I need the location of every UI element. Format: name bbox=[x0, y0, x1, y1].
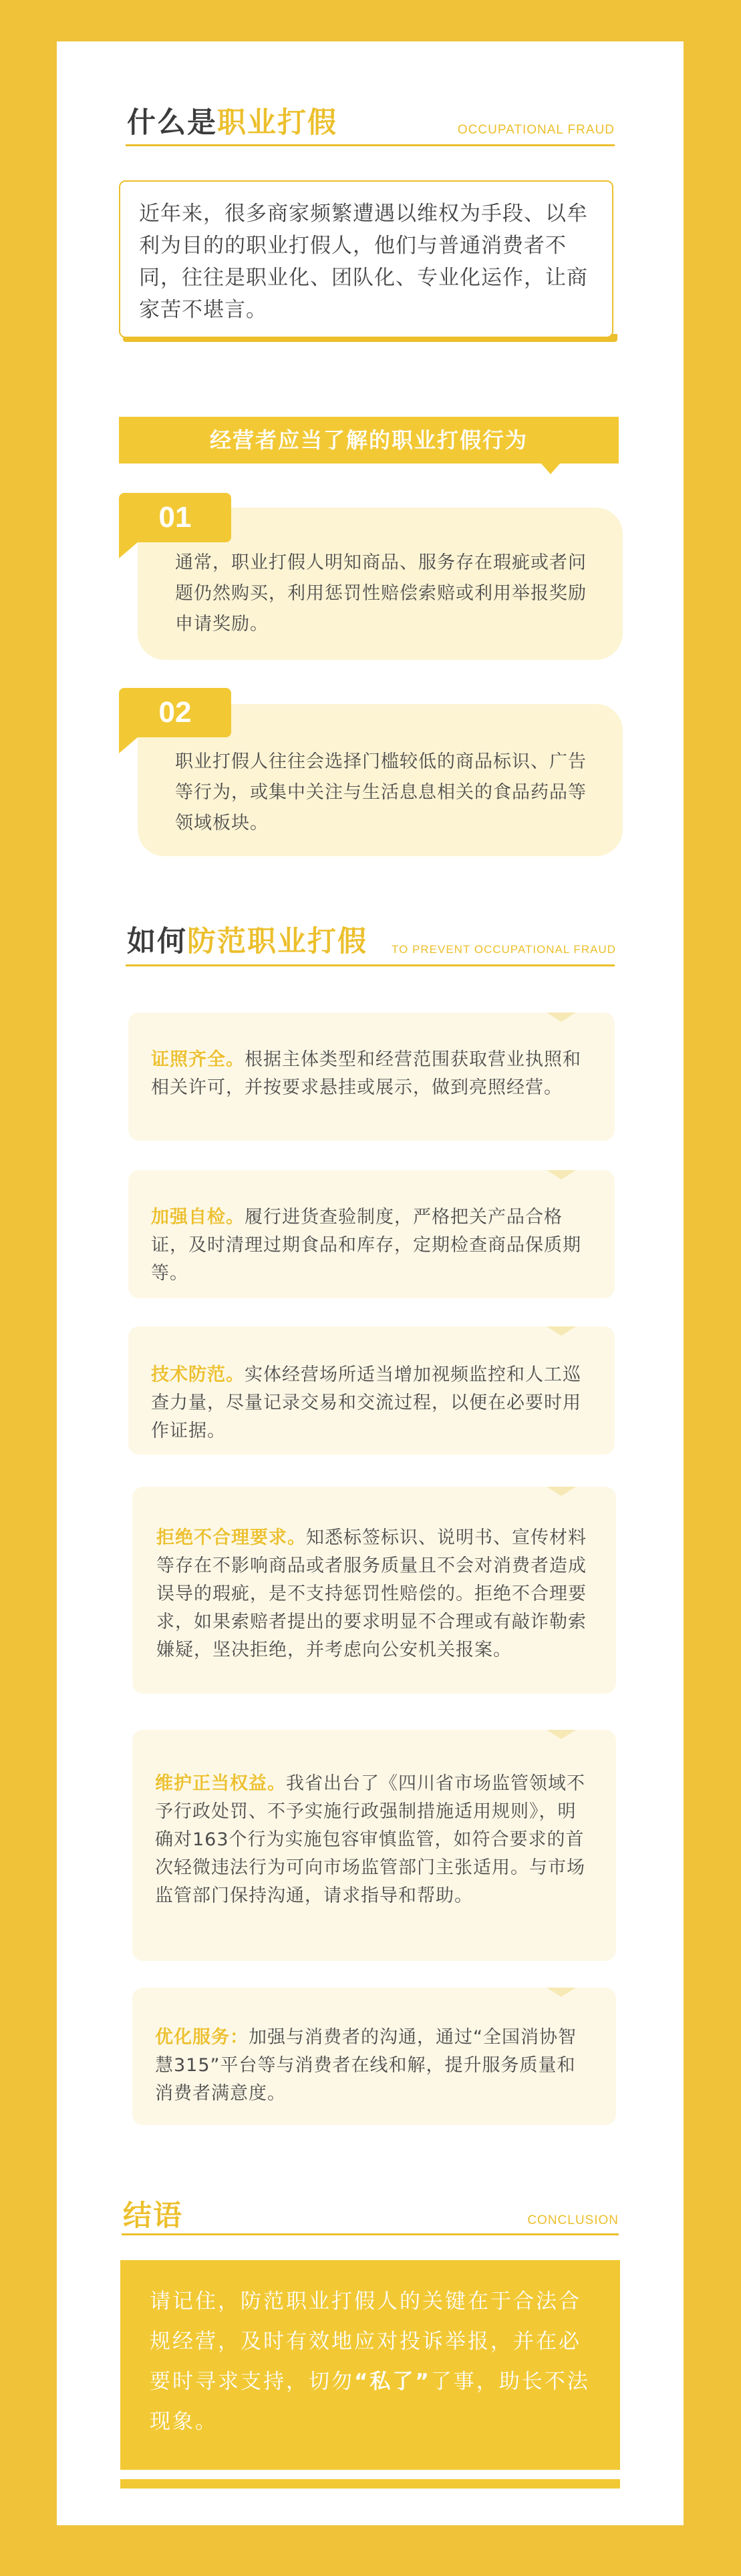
section-title-prevent bbox=[127, 919, 367, 960]
behavior-text: 职业打假人往往会选择门槛较低的商品标识、广告等行为，或集中关注与生活息息相关的食品药品等领域板块。 bbox=[175, 751, 587, 834]
section-divider bbox=[122, 2233, 619, 2235]
tip-keyword: 技术防范。 bbox=[151, 1364, 245, 1385]
title-dark-part: 什么是 bbox=[127, 106, 217, 140]
tip-box bbox=[132, 1487, 616, 1694]
conclusion-bottom-bar bbox=[120, 2479, 620, 2489]
title-highlight-part: 职业打假 bbox=[217, 106, 337, 140]
tip-body: 知悉标签标识、说明书、宣传材料等存在不影响商品或者服务质量且不会对消费者造成误导的瑕疵，是不支持惩罚性赔偿的。拒绝不合理要求，如果索赔者提出的要求明显不合理或有敲诈勒索嫌疑，坚决拒绝，并考虑向公安机关报案。 bbox=[156, 1527, 587, 1660]
section-subtitle-en: CONCLUSION bbox=[527, 2213, 619, 2227]
tip-box bbox=[128, 1170, 615, 1298]
tip-keyword: 加强自检。 bbox=[151, 1207, 245, 1228]
behavior-text: 通常，职业打假人明知商品、服务存在瑕疵或者问题仍然购买，利用惩罚性赔偿索赔或利用举报奖励申请奖励。 bbox=[175, 552, 587, 634]
tip-notch bbox=[547, 1170, 576, 1179]
tip-box bbox=[132, 1730, 616, 1961]
badge-tail bbox=[119, 542, 138, 558]
tip-text bbox=[155, 2024, 589, 2108]
section-divider bbox=[126, 144, 615, 146]
tip-text bbox=[151, 1204, 592, 1288]
tip-text bbox=[151, 1361, 592, 1445]
section-divider bbox=[126, 964, 615, 966]
conclusion-text bbox=[150, 2281, 591, 2442]
tip-notch bbox=[547, 1730, 576, 1739]
conclusion-emphasis: “私了” bbox=[354, 2370, 431, 2394]
conclusion-text-part: 请记住，防范职业打假人的关键在于合法合规经营，及时有效地应对投诉举报，并在必要时寻求支持，切勿 bbox=[150, 2289, 581, 2394]
tip-body: 我省出台了《四川省市场监管领域不予行政处罚、不予实施行政强制措施适用规则》，明确对163个行为实施包容审慎监管，如符合要求的首次轻微违法行为可向市场监管部门主张适用。与市场监管部门保持沟通，请求指导和帮助。 bbox=[155, 1773, 585, 1906]
tip-text bbox=[156, 1524, 591, 1664]
conclusion-text-part: 了事，助长不法现象。 bbox=[150, 2370, 590, 2434]
tip-keyword: 维护正当权益。 bbox=[155, 1773, 286, 1794]
tip-text bbox=[155, 1770, 589, 1910]
tip-notch bbox=[547, 1988, 576, 1997]
tip-box bbox=[132, 1988, 616, 2125]
tip-body: 根据主体类型和经营范围获取营业执照和相关许可，并按要求悬挂或展示，做到亮照经营。 bbox=[151, 1049, 581, 1098]
tip-keyword: 拒绝不合理要求。 bbox=[156, 1527, 306, 1548]
tip-notch bbox=[547, 1326, 576, 1336]
section-subtitle-en: OCCUPATIONAL FRAUD bbox=[457, 123, 615, 137]
tip-box bbox=[128, 1013, 615, 1141]
banner-pointer bbox=[541, 464, 560, 474]
tip-body: 履行进货查验制度，严格把关产品合格证，及时清理过期食品和库存，定期检查商品保质期等。 bbox=[151, 1207, 581, 1284]
behaviors-banner: 经营者应当了解的职业打假行为 bbox=[119, 417, 619, 464]
tip-body: 实体经营场所适当增加视频监控和人工巡查力量，尽量记录交易和交流过程，以便在必要时用作证据。 bbox=[151, 1364, 581, 1441]
section-title-conclusion: 结语 bbox=[123, 2199, 183, 2233]
title-highlight-part: 防范职业打假 bbox=[187, 925, 367, 958]
tip-keyword: 优化服务： bbox=[155, 2027, 249, 2048]
conclusion-box bbox=[120, 2260, 620, 2470]
tip-keyword: 证照齐全。 bbox=[151, 1049, 245, 1070]
behavior-number-badge: 01 bbox=[119, 493, 231, 542]
intro-box bbox=[119, 180, 613, 338]
intro-text: 近年来，很多商家频繁遭遇以维权为手段、以牟利为目的的职业打假人，他们与普通消费者不同，往往是职业化、团队化、专业化运作，让商家苦不堪言。 bbox=[139, 202, 588, 322]
tip-box bbox=[128, 1326, 615, 1455]
tip-text bbox=[151, 1046, 592, 1102]
title-dark-part: 如何 bbox=[127, 925, 187, 958]
tip-body: 加强与消费者的沟通，通过“全国消协智慧315”平台等与消费者在线和解，提升服务质量和消费者满意度。 bbox=[155, 2027, 577, 2104]
badge-tail bbox=[119, 737, 138, 753]
tip-notch bbox=[547, 1013, 576, 1022]
section-title-what-is bbox=[127, 100, 337, 141]
section-subtitle-en: TO PREVENT OCCUPATIONAL FRAUD bbox=[392, 943, 616, 956]
behavior-number-badge: 02 bbox=[119, 688, 231, 737]
tip-notch bbox=[547, 1487, 576, 1496]
